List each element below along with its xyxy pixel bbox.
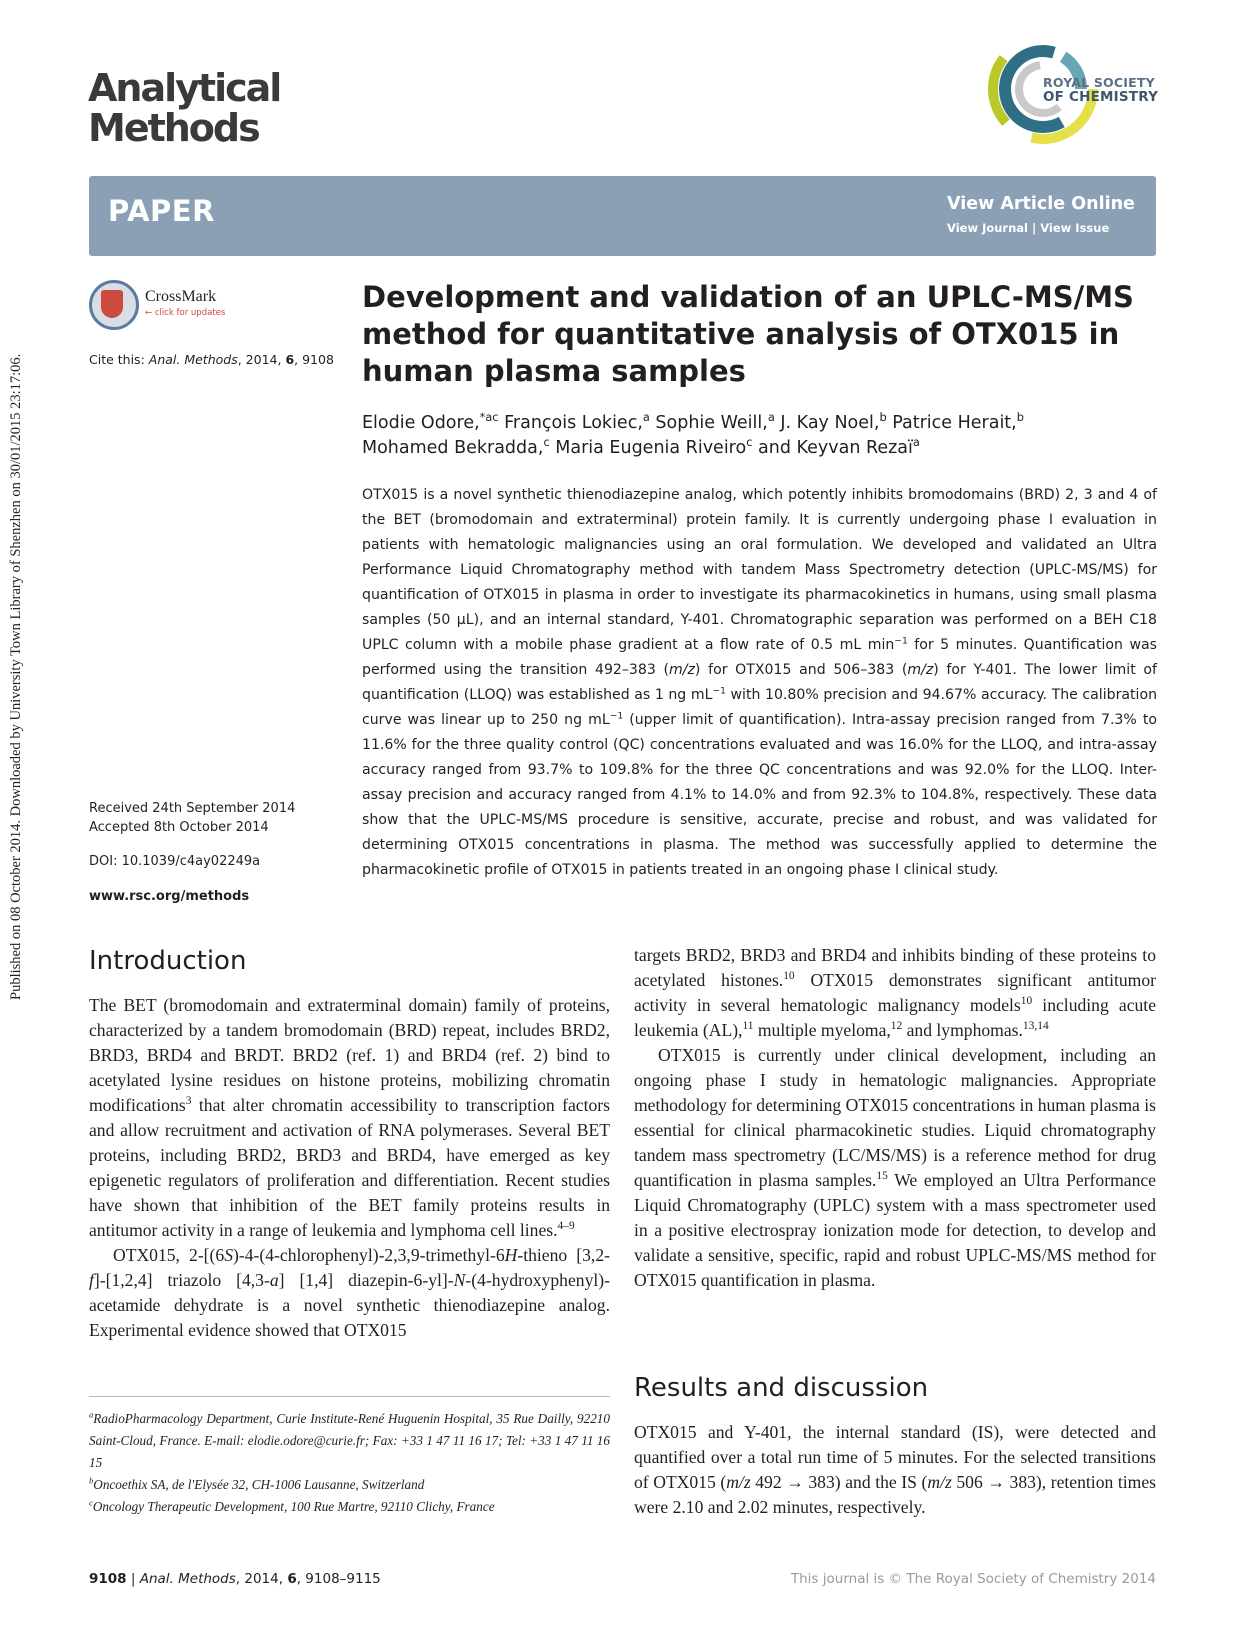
accepted-date: Accepted 8th October 2014 [89, 819, 269, 835]
introduction-heading: Introduction [89, 946, 247, 976]
article-type-label: PAPER [108, 194, 215, 228]
link-separator: | [1032, 221, 1037, 235]
introduction-column-1 [89, 993, 610, 1343]
introduction-column-2 [634, 943, 1156, 1293]
results-heading: Results and discussion [634, 1373, 929, 1403]
intro-paragraph-3: OTX015 is currently under clinical development, including an ongoing phase I study in hematologic malignancies. Appropriate methodology for determining OTX015 concentrations in human plasma is essential for clinical pharmacokinetic studies. Liquid chromatography tandem mass spectrometry (LC/MS/MS) is a reference method for drug quantification in plasma samples.$^{15}$ We employed an Ultra Performance Liquid Chromatography (UPLC) system with a mass spectrometer used in a positive electrospray ionization mode for detection, to develop and validate a sensitive, specific, rapid and robust UPLC-MS/MS method for OTX015 quantification in plasma. [634, 1045, 1156, 1290]
abstract: OTX015 is a novel synthetic thienodiazepine analog, which potently inhibits bromodomains (BRD) 2, 3 and 4 of the BET (bromodomain and extraterminal) protein family. It is currently undergoing phase I evaluation in patients with hematologic malignancies using an oral formulation. We developed and validated an Ultra Performance Liquid Chromatography method with tandem Mass Spectrometry detection (UPLC-MS/MS) for quantification of OTX015 in plasma in order to investigate its pharmacokinetics in humans, using small plasma samples (50 μL), and an internal standard, Y-401. Chromatographic separation was performed on a BEH C18 UPLC column with a mobile phase gradient at a flow rate of 0.5 mL $\min^{-1}$ for 5 minutes. Quantification was performed using the transition 492–383 (m/z) for OTX015 and 506–383 (m/z) for Y-401. The lower limit of quantification (LLOQ) was established as 1 ng $mL^{-1}$ with 10.80% precision and 94.67% accuracy. The calibration curve was linear up to 250 ng $mL^{-1}$ (upper limit of quantification). Intra-assay precision ranged from 7.3% to 11.6% for the three quality control (QC) concentrations evaluated and was 16.0% for the LLOQ, and intra-assay accuracy ranged from 93.7% to 109.8% for the three QC concentrations and was 92.0% for the LLOQ. Inter-assay precision and accuracy ranged from 4.1% to 14.0% and from 92.3% to 104.8%, respectively. These data show that the UPLC-MS/MS procedure is sensitive, accurate, precise and robust, and was validated for determining OTX015 concentrations in plasma. The method was successfully applied to determine the pharmacokinetic profile of OTX015 in patients treated in an ongoing phase I clinical study. [362, 487, 1157, 878]
intro-paragraph-2: OTX015, 2-[(6S)-4-(4-chlorophenyl)-2,3,9-trimethyl-6H-thieno [3,2-f]-[1,2,4] triazolo [4,3-a] [1,4] diazepin-6-yl]-N-(4-hydroxyphenyl)-acetamide dehydrate is a novel synthetic thienodiazepine analog. Experimental evidence showed that OTX015 [89, 1245, 610, 1340]
received-date: Received 24th September 2014 [89, 801, 296, 816]
crossmark-label: CrossMark [145, 288, 217, 305]
view-issue-link[interactable]: View Issue [1040, 221, 1110, 235]
view-article-online-link[interactable]: View Article Online [947, 194, 1135, 214]
view-journal-link[interactable]: View Journal [947, 221, 1028, 235]
intro-paragraph-1: The BET (bromodomain and extraterminal domain) family of proteins, characterized by a tandem bromodomain (BRD) repeat, includes BRD2, BRD3, BRD4 and BRDT. BRD2 (ref. 1) and BRD4 (ref. 2) bind to acetylated lysine residues on histone proteins, mobilizing chromatin modifications$^3$ that alter chromatin accessibility to transcription factors and allow recruitment and activation of RNA polymerases. Several BET proteins, including BRD2, BRD3 and BRD4, have emerged as key epigenetic regulators of proliferation and differentiation. Recent studies have shown that inhibition of the BET family proteins results in antitumor activity in a range of leukemia and lymphoma cell lines.$^{4-9}$ [89, 995, 610, 1240]
view-links [947, 221, 1109, 235]
crossmark-sublabel: ← click for updates [145, 308, 226, 318]
crossmark-bookmark [101, 290, 123, 318]
citation: Cite this: Anal. Methods, 2014, 6, 9108 [89, 352, 334, 367]
footnote-a: $^a$RadioPharmacology Department, Curie Institute-René Huguenin Hospital, 35 Rue Dailly, 92210 Saint-Cloud, France. E-mail: elodie.odore@curie.fr; Fax: +33 1 47 11 16 17; Tel: +33 1 47 11 16 15 [89, 1409, 610, 1470]
footer-citation: 9108 | Anal. Methods, 2014, 6, 9108–9115 [89, 1571, 381, 1587]
received-accepted [89, 800, 295, 837]
footnote-c: $^c$Oncology Therapeutic Development, 100 Rue Martre, 92110 Clichy, France [89, 1497, 495, 1514]
footer-copyright: This journal is © The Royal Society of Chemistry 2014 [790, 1571, 1156, 1587]
doi[interactable]: DOI: 10.1039/c4ay02249a [89, 854, 261, 869]
crossmark-badge[interactable] [89, 280, 234, 332]
article-type-banner [89, 176, 1156, 256]
affiliation-footnotes [89, 1408, 610, 1518]
footnote-b: $^b$Oncoethix SA, de l'Elysée 32, CH-1006 Lausanne, Switzerland [89, 1475, 425, 1492]
journal-title-line2: Methods [88, 106, 259, 150]
publisher-name: ROYAL SOCIETY OF CHEMISTRY [1043, 75, 1159, 105]
article-title: Development and validation of an UPLC-MS/MS method for quantitative analysis of OTX015 in human plasma samples [362, 280, 1134, 388]
intro-paragraph-2-cont: targets BRD2, BRD3 and BRD4 and inhibits binding of these proteins to acetylated histones.$^{10}$ OTX015 demonstrates significant antitumor activity in several hematologic malignancy models$^{10}$ including acute leukemia (AL),$^{11}$ multiple myeloma,$^{12}$ and lymphomas.$^{13,14}$ [634, 945, 1157, 1040]
download-stamp: Published on 08 October 2014. Downloaded by University Town Library of Shenzhen on 30/01/2015 23:17:06. [8, 353, 24, 1000]
author-list: Elodie Odore,$^{*ac}$ François Lokiec,$^a$ Sophie Weill,$^a$ J. Kay Noel,$^b$ Patrice Herait,$^b$ Mohamed Bekradda,$^c$ Maria Eugenia Riveiro$^c$ and Keyvan Rezaï$^a$ [362, 410, 1024, 458]
journal-title-line1: Analytical [88, 66, 281, 110]
journal-website-link[interactable]: www.rsc.org/methods [89, 889, 250, 904]
footnote-divider [89, 1396, 610, 1397]
journal-title [88, 68, 280, 148]
results-paragraph: OTX015 and Y-401, the internal standard (IS), were detected and quantified over a total run time of 5 minutes. For the selected transitions of OTX015 (m/z 492 → 383) and the IS (m/z 506 → 383), retention times were 2.10 and 2.02 minutes, respectively. [634, 1422, 1156, 1517]
